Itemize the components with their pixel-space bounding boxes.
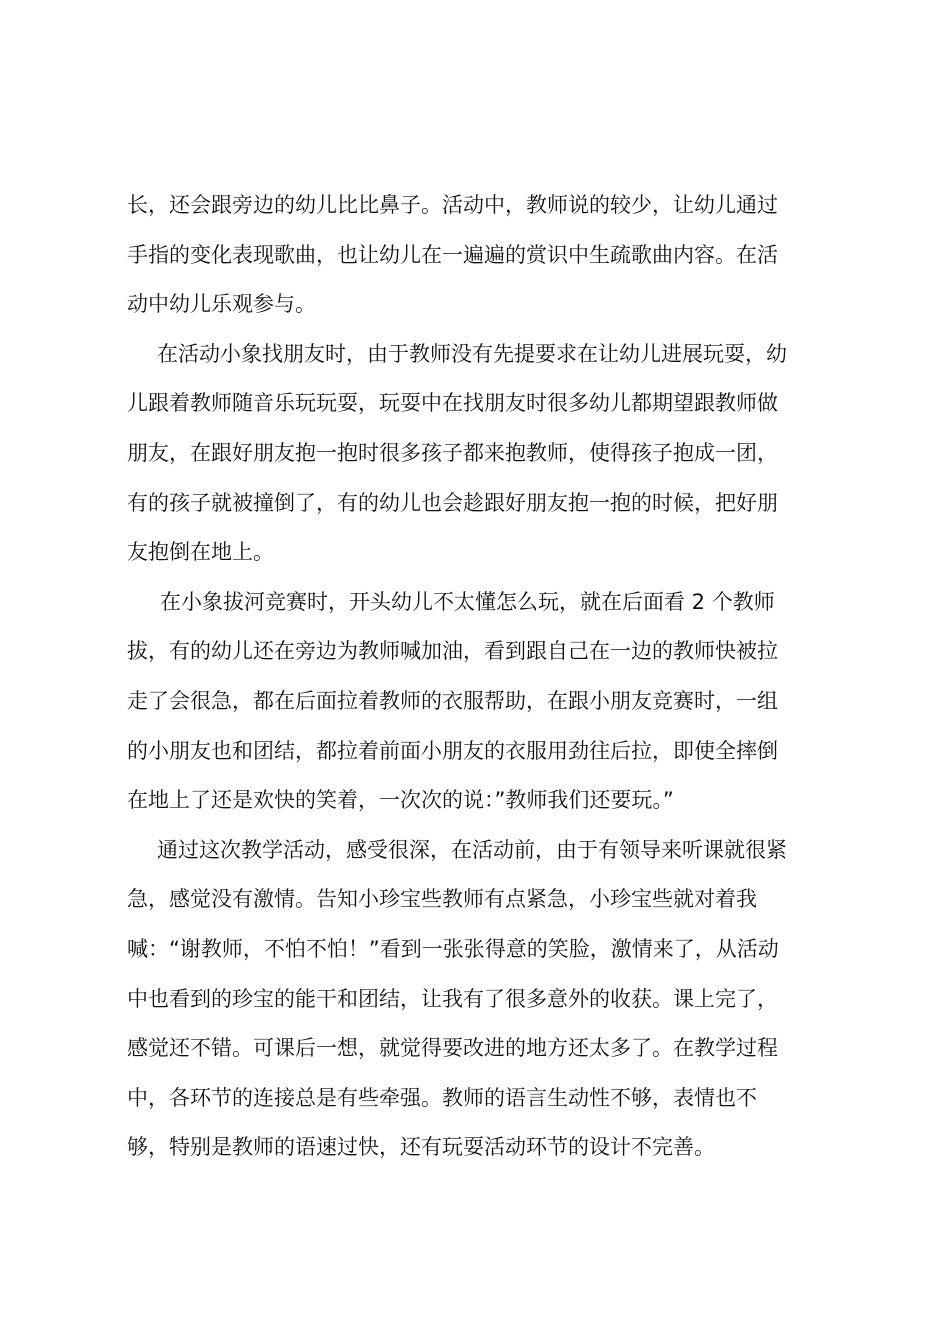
text-line: 够，特别是教师的语速过快，还有玩耍活动环节的设计不完善。 bbox=[127, 1135, 715, 1160]
text-line: 手指的变化表现歌曲，也让幼儿在一遍遍的赏识中生疏歌曲内容。在活 bbox=[127, 242, 778, 267]
text-line: 有的孩子就被撞倒了，有的幼儿也会趁跟好朋友抱一抱的时候，把好朋 bbox=[127, 490, 778, 515]
body-text bbox=[127, 181, 833, 1173]
text-line: 拔，有的幼儿还在旁边为教师喊加油，看到跟自己在一边的教师快被拉 bbox=[127, 639, 778, 664]
paragraph-start-line: 在活动小象找朋友时，由于教师没有先提要求在让幼儿进展玩耍，幼 bbox=[157, 341, 787, 366]
text-line: 在地上了还是欢快的笑着，一次次的说：”教师我们还要玩。” bbox=[127, 788, 674, 813]
text-line: 急，感觉没有激情。告知小珍宝些教师有点紧急，小珍宝些就对着我 bbox=[127, 887, 757, 912]
paragraph-start-line: 在小象拔河竞赛时，开头幼儿不太懂怎么玩，就在后面看 2 个教师 bbox=[160, 589, 775, 614]
text-line: 动中幼儿乐观参与。 bbox=[127, 292, 316, 317]
text-line: 友抱倒在地上。 bbox=[127, 540, 274, 565]
text-line: 中也看到的珍宝的能干和团结，让我有了很多意外的收获。课上完了， bbox=[127, 986, 778, 1011]
text-line: 长，还会跟旁边的幼儿比比鼻子。活动中，教师说的较少，让幼儿通过 bbox=[127, 193, 778, 217]
text-line: 中，各环节的连接总是有些牵强。教师的语言生动性不够，表情也不 bbox=[127, 1085, 757, 1110]
paragraph-start-line: 通过这次教学活动，感受很深，在活动前，由于有领导来听课就很紧 bbox=[157, 837, 787, 862]
text-line: 喊：“谢教师，不怕不怕！”看到一张张得意的笑脸，激情来了，从活动 bbox=[127, 936, 779, 961]
text-line: 感觉还不错。可课后一想，就觉得要改进的地方还太多了。在教学过程 bbox=[127, 1036, 778, 1061]
text-line: 儿跟着教师随音乐玩玩耍，玩耍中在找朋友时很多幼儿都期望跟教师做 bbox=[127, 391, 778, 416]
text-line: 走了会很急，都在后面拉着教师的衣服帮助，在跟小朋友竞赛时，一组 bbox=[127, 688, 778, 713]
text-line: 的小朋友也和团结，都拉着前面小朋友的衣服用劲往后拉，即使全摔倒 bbox=[127, 738, 778, 763]
text-line: 朋友，在跟好朋友抱一抱时很多孩子都来抱教师，使得孩子抱成一团， bbox=[127, 440, 778, 465]
